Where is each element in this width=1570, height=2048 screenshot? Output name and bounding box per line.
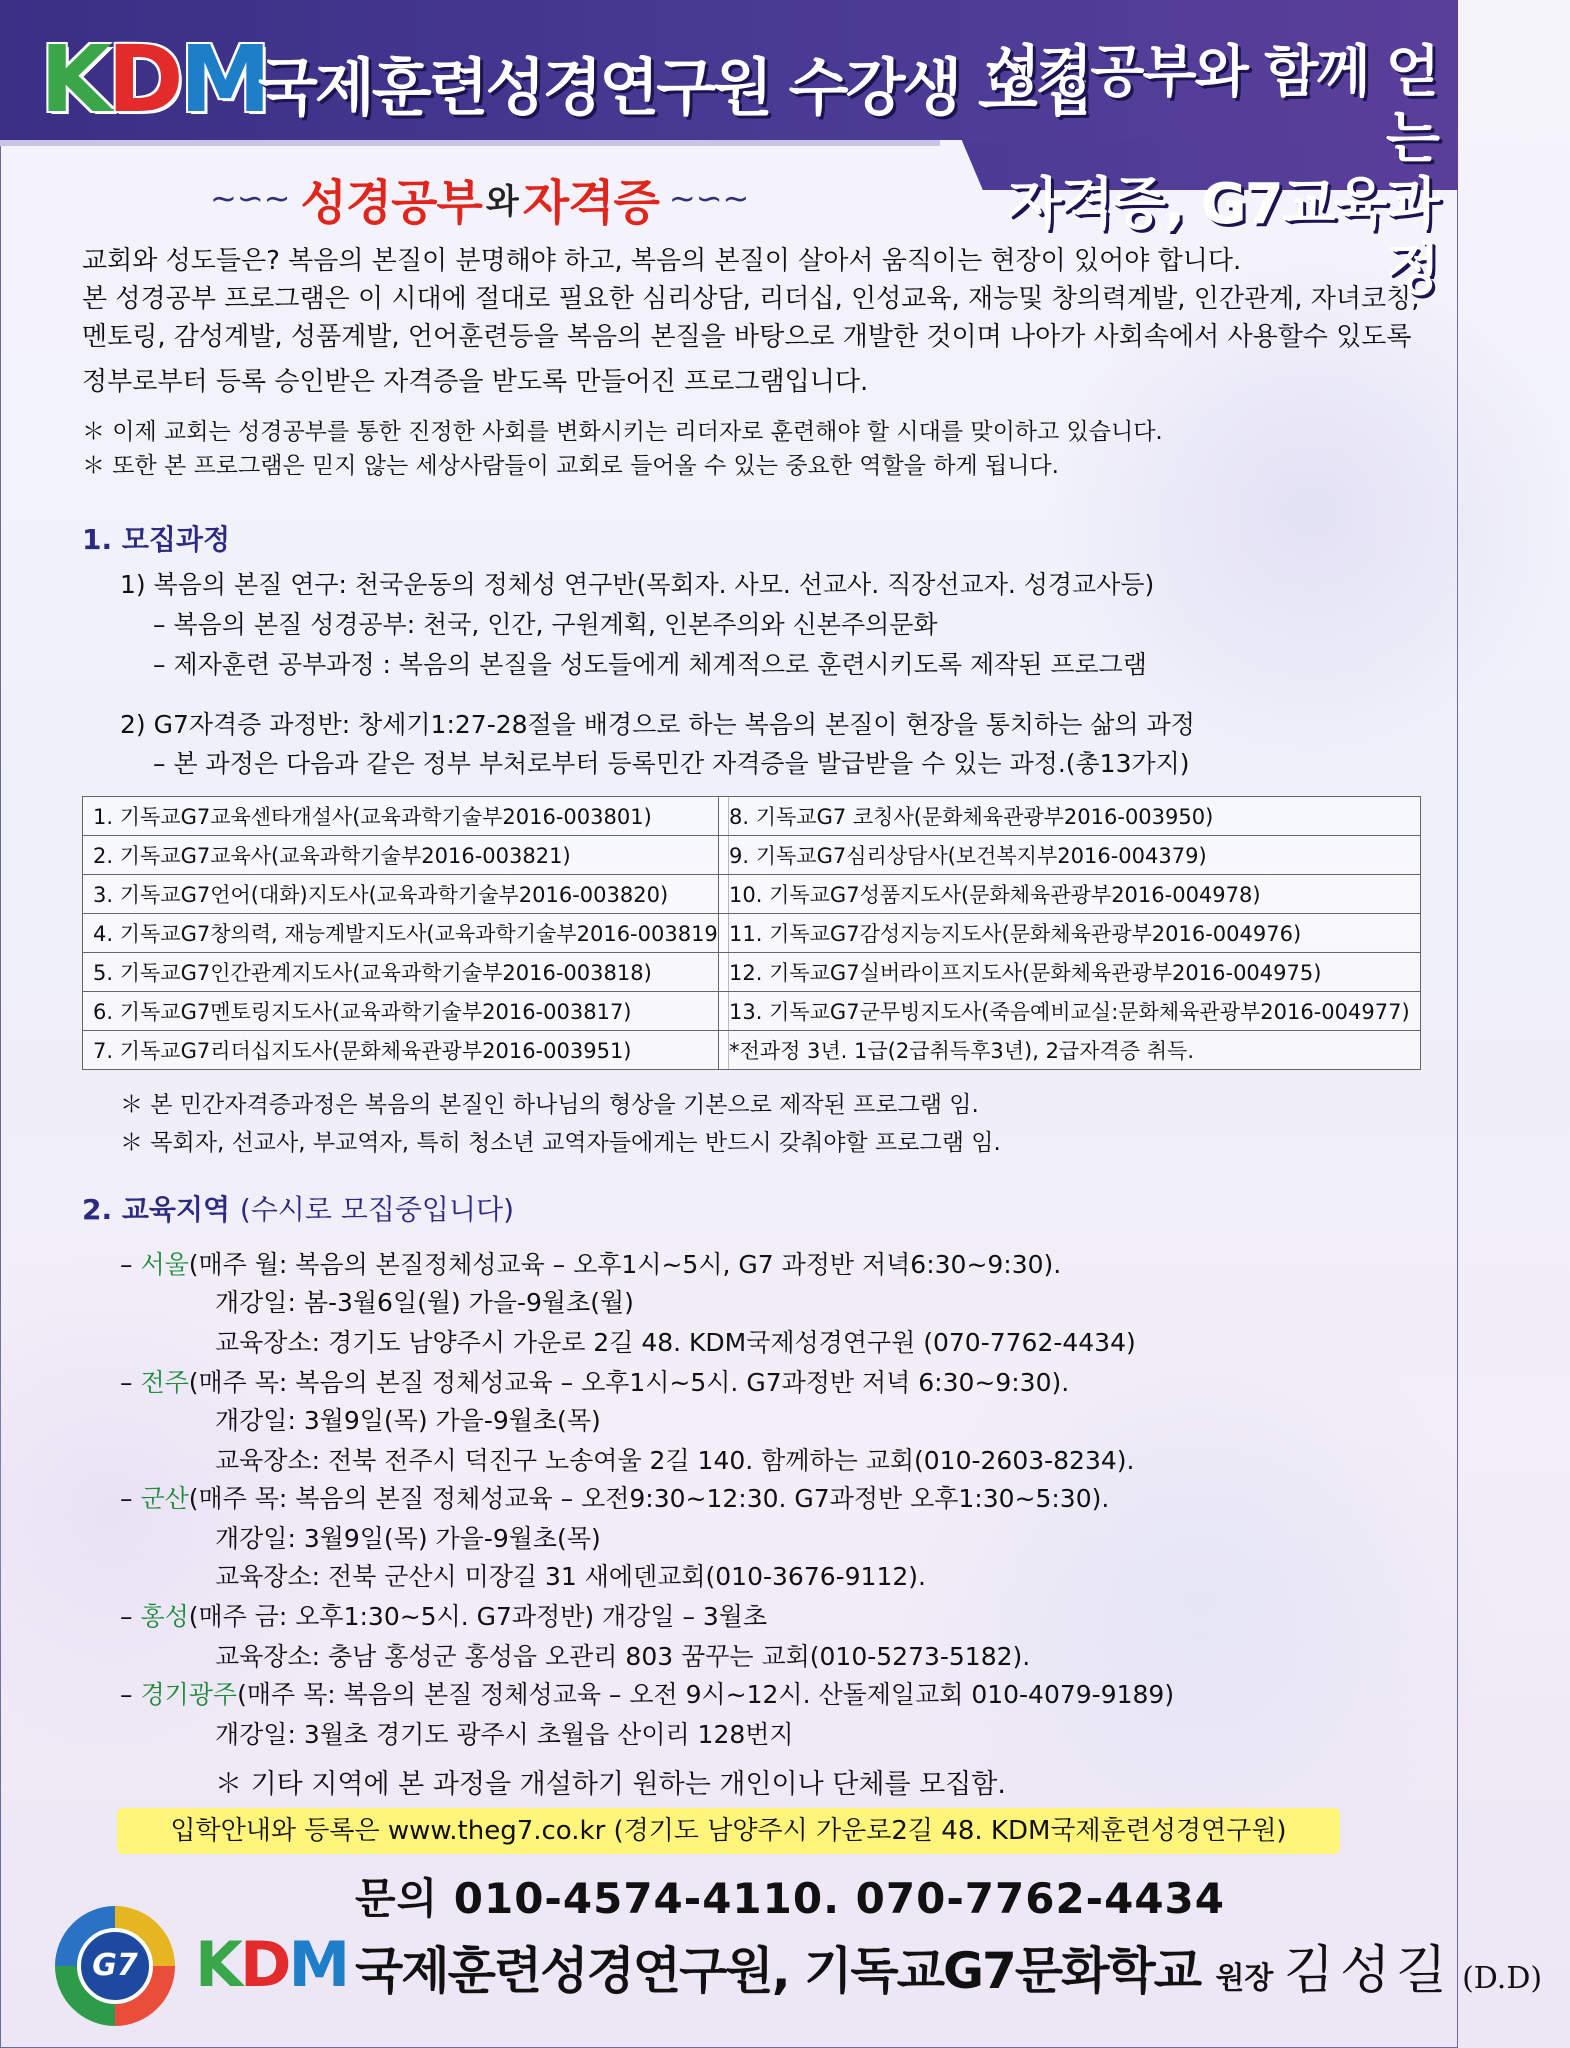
dash: – — [120, 1250, 141, 1279]
region-schedule: (매주 목: 복음의 본질 정체성교육 – 오전9:30~12:30. G7과정반 오후1:30~5:30). — [188, 1484, 1110, 1513]
note-line: ＊ 이제 교회는 성경공부를 통한 진정한 사회를 변화시키는 리더자로 훈련해야 할 시대를 맞이하고 있습니다. — [82, 419, 1163, 445]
other-region-note: ＊ 기타 지역에 본 과정을 개설하기 원하는 개인이나 단체를 모집함. — [215, 1769, 1006, 1800]
header-title: 국제훈련성경연구원 수강생 모집 — [258, 51, 1092, 124]
table-cell: 2. 기독교G7교육사(교육과학기술부2016-003821) — [83, 836, 729, 875]
certificate-table-left — [82, 796, 729, 1070]
table-cell: 6. 기독교G7멘토링지도사(교육과학기술부2016-003817) — [83, 992, 729, 1031]
table-note: ＊ 본 민간자격증과정은 복음의 본질인 하나님의 형상을 기본으로 제작된 프로그램 임. — [120, 1092, 979, 1118]
g7-badge-text: G7 — [77, 1928, 153, 2004]
region-location: 교육장소: 전북 군산시 미장길 31 새에덴교회(010-3676-9112). — [215, 1562, 926, 1591]
tagline-line: 성경공부와 함께 얻는 — [986, 40, 1438, 171]
intro-line: 본 성경공부 프로그램은 이 시대에 절대로 필요한 심리상담, 리더십, 인성교육, 재능및 창의력계발, 인간관계, 자녀코칭, — [82, 284, 1420, 314]
table-cell: 13. 기독교G7군무빙지도사(죽음예비교실:문화체육관광부2016-004977) — [719, 992, 1421, 1031]
org-name: 국제훈련성경연구원, 기독교G7문화학교 — [355, 1942, 1216, 2000]
subtitle-word: 성경공부 — [300, 174, 482, 231]
region-schedule: (매주 월: 복음의 본질정체성교육 – 오후1시~5시, G7 과정반 저녁6:30~9:30). — [188, 1250, 1062, 1279]
subtitle-word: 자격증 — [522, 174, 659, 231]
region-location: 교육장소: 경기도 남양주시 가운로 2길 48. KDM국제성경연구원 (070-7762-4434) — [215, 1328, 1136, 1357]
region-name: 홍성 — [140, 1602, 189, 1631]
director-role: 원장 — [1215, 1961, 1284, 1996]
table-note: ＊ 목회자, 선교사, 부교역자, 특히 청소년 교역자들에게는 반드시 갖춰야할 프로그램 임. — [120, 1130, 1001, 1156]
table-cell: 8. 기독교G7 코칭사(문화체육관광부2016-003950) — [719, 797, 1421, 836]
section-title-text: 2. 교육지역 — [82, 1193, 231, 1226]
tagline-line: 자격증, G7교육과정 — [1007, 172, 1438, 303]
director-degree: (D.D) — [1452, 1961, 1543, 1996]
table-cell: *전과정 3년. 1급(2급취득후3년), 2급자격증 취득. — [719, 1031, 1421, 1070]
logo-letter: K — [40, 26, 108, 133]
footer-org — [355, 1928, 1542, 2003]
certificate-table-right — [718, 796, 1421, 1070]
note-line: ＊ 또한 본 프로그램은 믿지 않는 세상사람들이 교회로 들어올 수 있는 중요한 역할을 하게 됩니다. — [82, 453, 1059, 479]
region-hongseong — [120, 1598, 767, 1636]
table-cell: 12. 기독교G7실버라이프지도사(문화체육관광부2016-004975) — [719, 953, 1421, 992]
region-location: 교육장소: 충남 홍성군 홍성읍 오관리 803 꿈꾸는 교회(010-5273-5182). — [215, 1642, 1031, 1671]
table-cell: 1. 기독교G7교육센타개설사(교육과학기술부2016-003801) — [83, 797, 729, 836]
table-cell: 11. 기독교G7감성지능지도사(문화체육관광부2016-004976) — [719, 914, 1421, 953]
dash: – — [120, 1680, 141, 1709]
course-item: 1) 복음의 본질 연구: 천국운동의 정체성 연구반(목회자. 사모. 선교사. 직장선교자. 성경교사등) — [120, 570, 1155, 599]
kdm-logo — [40, 26, 268, 133]
table-cell: 3. 기독교G7언어(대화)지도사(교육과학기술부2016-003820) — [83, 875, 729, 914]
header-underline — [0, 140, 940, 146]
region-schedule: (매주 금: 오후1:30~5시. G7과정반) 개강일 – 3월초 — [188, 1602, 768, 1631]
section-title — [82, 1188, 514, 1228]
region-name: 서울 — [140, 1250, 189, 1279]
dash: – — [120, 1602, 141, 1631]
section-subtitle: (수시로 모집중입니다) — [239, 1193, 514, 1226]
section-title: 1. 모집과정 — [82, 523, 231, 556]
ornament-left: ~∽~ — [210, 179, 291, 217]
region-start-date: 개강일: 3월9일(목) 가을-9월초(목) — [215, 1406, 601, 1435]
logo-letter: M — [288, 1928, 348, 2001]
logo-letter: M — [179, 26, 268, 133]
dash: – — [120, 1484, 141, 1513]
table-cell: 9. 기독교G7심리상담사(보건복지부2016-004379) — [719, 836, 1421, 875]
region-schedule: (매주 목: 복음의 본질 정체성교육 – 오전 9시~12시. 산돌제일교회 010-4079-9189) — [237, 1680, 1175, 1709]
table-cell: 10. 기독교G7성품지도사(문화체육관광부2016-004978) — [719, 875, 1421, 914]
intro-line: 교회와 성도들은? 복음의 본질이 분명해야 하고, 복음의 본질이 살아서 움직이는 현장이 있어야 합니다. — [82, 246, 1242, 276]
contact-phone: 문의 010-4574-4110. 070-7762-4434 — [355, 1874, 1225, 1923]
region-jeonju — [120, 1364, 1069, 1402]
intro-line: 정부로부터 등록 승인받은 자격증을 받도록 만들어진 프로그램입니다. — [82, 367, 869, 397]
logo-letter: K — [195, 1928, 241, 2001]
intro-line: 멘토링, 감성계발, 성품계발, 언어훈련등을 복음의 본질을 바탕으로 개발한 것이며 나아가 사회속에서 사용할수 있도록 — [82, 322, 1412, 352]
region-gyeonggi — [120, 1676, 1174, 1714]
director-name: 김성길 — [1283, 1941, 1453, 2001]
registration-banner: 입학안내와 등록은 www.theg7.co.kr (경기도 남양주시 가운로2길 48. KDM국제훈련성경연구원) — [117, 1808, 1340, 1854]
region-gunsan — [120, 1480, 1109, 1518]
region-location: 개강일: 3월초 경기도 광주시 초월읍 산이리 128번지 — [215, 1720, 794, 1749]
region-name: 군산 — [140, 1484, 189, 1513]
logo-letter: D — [107, 26, 180, 133]
region-name: 경기광주 — [140, 1680, 238, 1709]
subtitle-and: 와 — [485, 181, 519, 222]
logo-letter: D — [240, 1928, 289, 2001]
region-seoul — [120, 1246, 1061, 1284]
table-cell: 4. 기독교G7창의력, 재능계발지도사(교육과학기술부2016-003819 — [83, 914, 729, 953]
course-subitem: – 본 과정은 다음과 같은 정부 부처로부터 등록민간 자격증을 발급받을 수 있는 과정.(총13가지) — [153, 749, 1190, 778]
dash: – — [120, 1368, 141, 1397]
region-location: 교육장소: 전북 전주시 덕진구 노송여울 2길 140. 함께하는 교회(010-2603-8234). — [215, 1446, 1135, 1475]
course-subitem: – 제자훈련 공부과정 : 복음의 본질을 성도들에게 체계적으로 훈련시키도록 제작된 프로그램 — [153, 650, 1147, 679]
course-item: 2) G7자격증 과정반: 창세기1:27-28절을 배경으로 하는 복음의 본질이 현장을 통치하는 삶의 과정 — [120, 710, 1195, 739]
ornament-right: ~∽~ — [668, 179, 750, 217]
table-cell: 7. 기독교G7리더십지도사(문화체육관광부2016-003951) — [83, 1031, 729, 1070]
g7-badge — [55, 1906, 175, 2026]
region-name: 전주 — [140, 1368, 189, 1397]
subtitle — [200, 168, 759, 231]
region-start-date: 개강일: 3월9일(목) 가을-9월초(목) — [215, 1524, 601, 1553]
footer-kdm-logo — [195, 1928, 347, 2001]
course-subitem: – 복음의 본질 성경공부: 천국, 인간, 구원계획, 인본주의와 신본주의문화 — [153, 610, 938, 639]
table-cell: 5. 기독교G7인간관계지도사(교육과학기술부2016-003818) — [83, 953, 729, 992]
region-start-date: 개강일: 봄-3월6일(월) 가을-9월초(월) — [215, 1288, 634, 1317]
region-schedule: (매주 목: 복음의 본질 정체성교육 – 오후1시~5시. G7과정반 저녁 6:30~9:30). — [188, 1368, 1070, 1397]
